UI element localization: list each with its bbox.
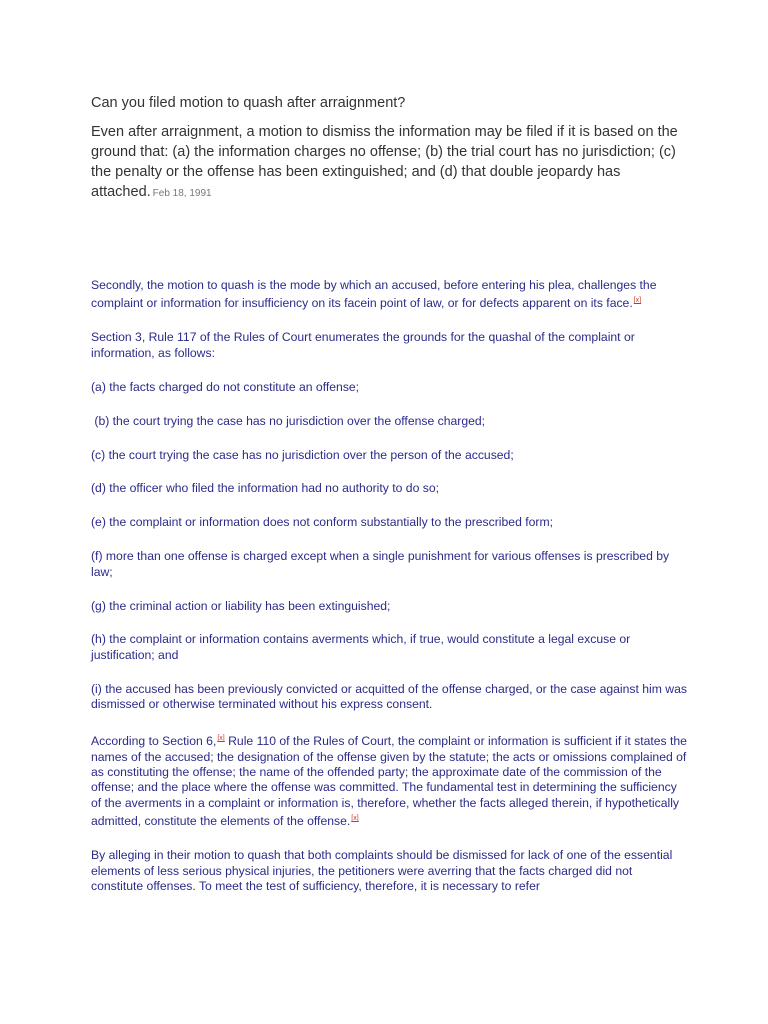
paragraph-motion-to-quash <box>91 278 687 312</box>
ground-item-c: (c) the court trying the case has no jurisdiction over the person of the accused; <box>91 447 514 462</box>
ground-item-h: (h) the complaint or information contains averments which, if true, would constitute a legal excuse or justification; and <box>91 632 631 662</box>
paragraph-section-6 <box>91 731 687 830</box>
footnote-link[interactable]: [x] <box>217 735 225 743</box>
ground-item-a: (a) the facts charged do not constitute an offense; <box>91 379 360 394</box>
ground-item-f: (f) more than one offense is charged except when a single punishment for various offenses is prescribed by law; <box>91 549 670 579</box>
answer-date: Feb 18, 1991 <box>152 188 212 199</box>
paragraph-text: Secondly, the motion to quash is the mode by which an accused, before entering his plea, challenges the complaint or information for insufficiency on its facein point of law, or for defects apparent on its face. <box>91 278 657 311</box>
paragraph-section-3: Section 3, Rule 117 of the Rules of Court enumerates the grounds for the quashal of the complaint or information, as follows: <box>91 330 635 360</box>
ground-item-d: (d) the officer who filed the information had no authority to do so; <box>91 481 439 496</box>
paragraph-text: Rule 110 of the Rules of Court, the complaint or information is sufficient if it states the names of the accused; the designation of the offense given by the statute; the acts or omissions complained of as constituting the offense; the name of the offended party; the approximate date of the commission of the offense; and the place where the offense was committed. The fundamental test in determining the sufficiency of the averments in a complaint or information is, therefore, whether the facts alleged therein, if hypothetically admitted, constitute the elements of the offense. <box>91 734 687 829</box>
ground-item-g: (g) the criminal action or liability has been extinguished; <box>91 598 391 613</box>
answer-snippet <box>91 122 691 204</box>
question-heading: Can you filed motion to quash after arraignment? <box>91 95 406 111</box>
article-body <box>91 278 687 913</box>
paragraph-text: According to Section 6, <box>91 734 217 749</box>
paragraph-alleging: By alleging in their motion to quash that both complaints should be dismissed for lack of one of the essential elements of less serious physical injuries, the petitioners were averring that the facts charged did not constitute offenses. To meet the test of sufficiency, therefore, it is necessary to refer <box>91 848 673 893</box>
footnote-link[interactable]: [x] <box>633 297 642 305</box>
ground-item-b: (b) the court trying the case has no jurisdiction over the offense charged; <box>91 413 486 428</box>
footnote-link[interactable]: [x] <box>351 815 359 823</box>
answer-text: Even after arraignment, a motion to dismiss the information may be filed if it is based on the ground that: (a) the information charges no offense; (b) the trial court has no jurisdiction; (c) the penalty or the offense has been extinguished; and (d) that double jeopardy has attached. <box>91 124 678 200</box>
ground-item-e: (e) the complaint or information does not conform substantially to the prescribed form; <box>91 515 553 530</box>
ground-item-i: (i) the accused has been previously convicted or acquitted of the offense charged, or the case against him was dismissed or otherwise terminated without his express consent. <box>91 681 687 712</box>
